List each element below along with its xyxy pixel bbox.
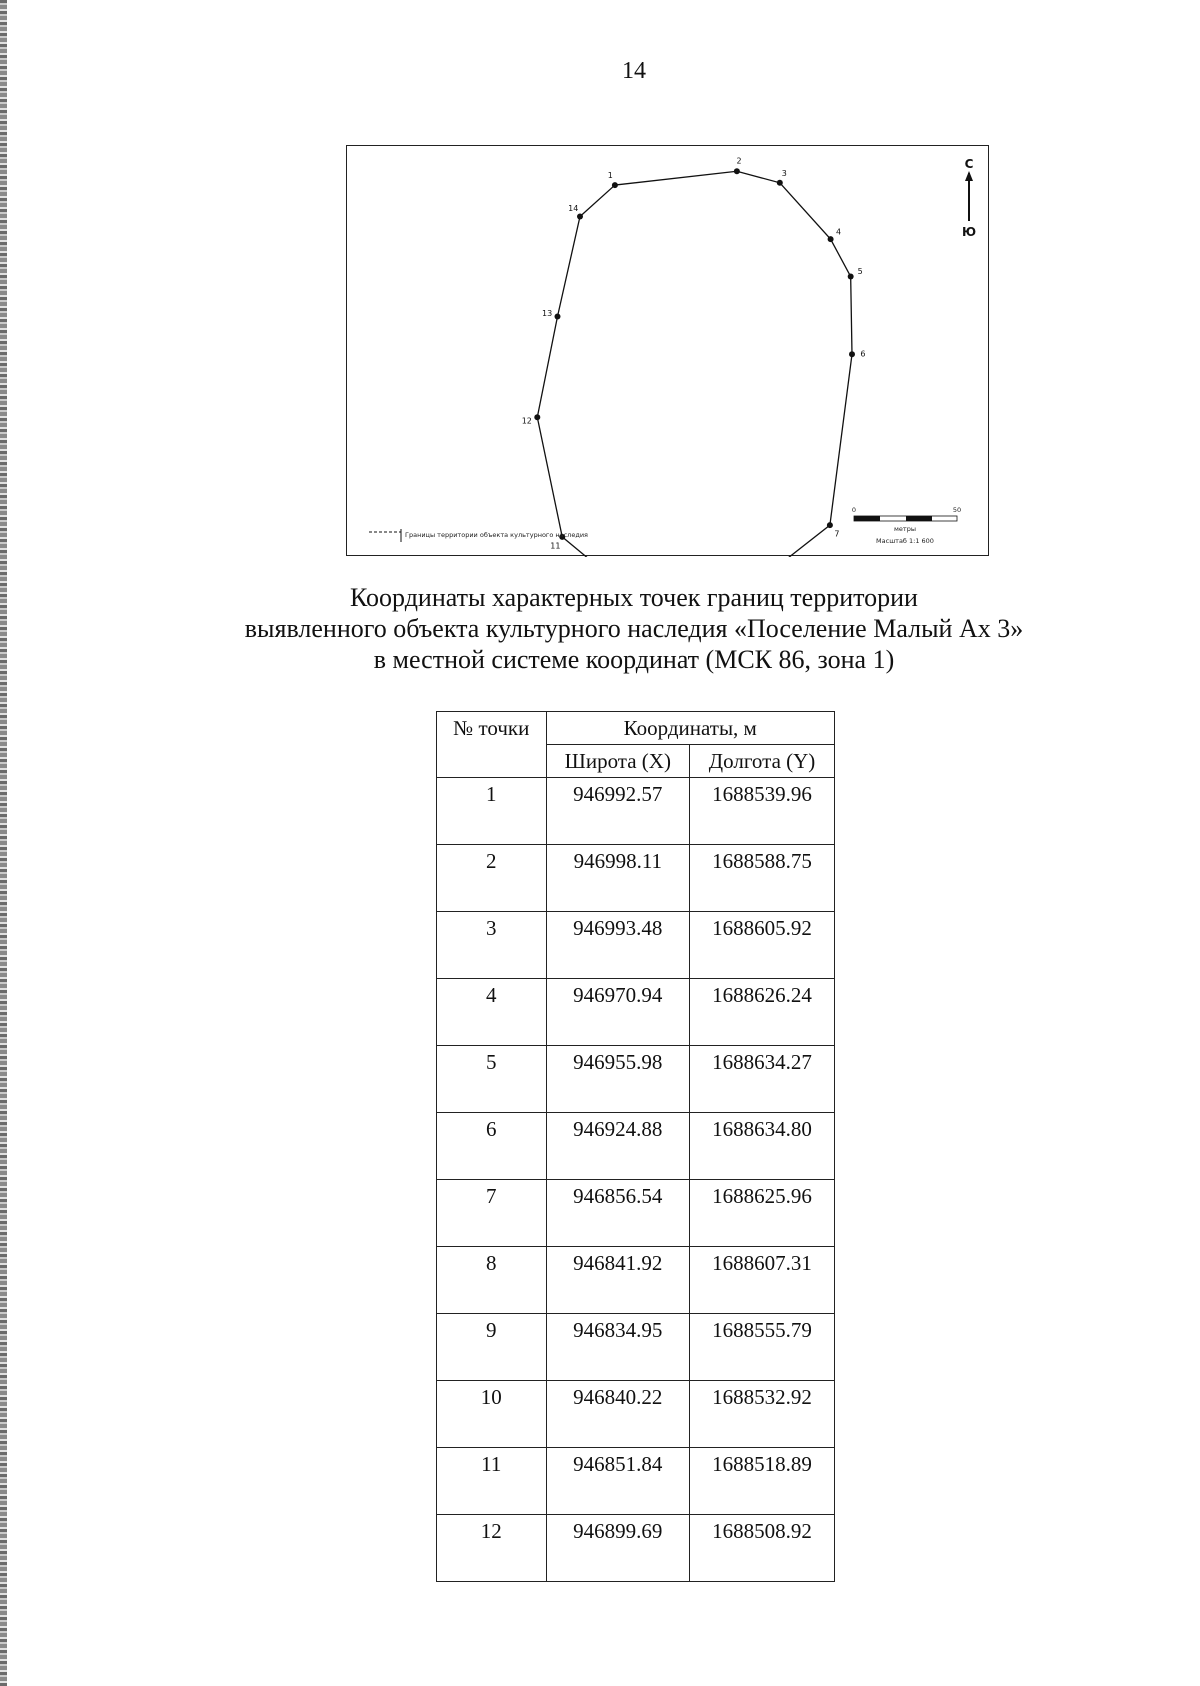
boundary-point (534, 414, 540, 420)
boundary-point (612, 182, 618, 188)
header-latitude: Широта (X) (546, 745, 690, 778)
cell-point: 4 (437, 979, 547, 1046)
point-label: 14 (568, 203, 579, 213)
point-label: 1 (607, 171, 613, 181)
boundary-polygon (537, 168, 852, 557)
cell-y: 1688605.92 (690, 912, 835, 979)
cell-point: 2 (437, 845, 547, 912)
point-label: 4 (836, 227, 842, 237)
cell-point: 3 (437, 912, 547, 979)
cell-x: 946841.92 (546, 1247, 690, 1314)
heading-line-1: Координаты характерных точек границ территории (350, 583, 918, 612)
cell-x: 946851.84 (546, 1448, 690, 1515)
map-canvas (347, 146, 990, 557)
table-row (437, 1381, 835, 1448)
table-row (437, 1180, 835, 1247)
cell-x: 946998.11 (546, 845, 690, 912)
points-layer (522, 156, 866, 557)
cell-x: 946955.98 (546, 1046, 690, 1113)
cell-y: 1688607.31 (690, 1247, 835, 1314)
boundary-point (577, 214, 583, 220)
header-point: № точки (437, 712, 547, 778)
boundary-point (828, 236, 834, 242)
legend-text: Границы территории объекта культурного наследия (405, 531, 588, 539)
scale-start: 0 (851, 506, 857, 514)
table-row (437, 1448, 835, 1515)
table-row (437, 1113, 835, 1180)
point-label: 5 (857, 266, 863, 276)
cell-x: 946970.94 (546, 979, 690, 1046)
cell-y: 1688508.92 (690, 1515, 835, 1582)
scale-text: Масштаб 1:1 600 (876, 537, 934, 545)
table-row (437, 1046, 835, 1113)
scale-end: 50 (952, 506, 962, 514)
cell-y: 1688625.96 (690, 1180, 835, 1247)
cell-point: 12 (437, 1515, 547, 1582)
cell-y: 1688518.89 (690, 1448, 835, 1515)
table-row (437, 1515, 835, 1582)
boundary-point (555, 314, 561, 320)
boundary-point (734, 168, 740, 174)
cell-x: 946992.57 (546, 778, 690, 845)
coordinates-heading (180, 582, 1088, 675)
table-row (437, 778, 835, 845)
cell-x: 946924.88 (546, 1113, 690, 1180)
boundary-point (848, 274, 854, 280)
cell-x: 946899.69 (546, 1515, 690, 1582)
cell-point: 10 (437, 1381, 547, 1448)
point-label: 6 (860, 349, 866, 359)
boundary-point (777, 180, 783, 186)
heading-line-3: в местной системе координат (МСК 86, зона 1) (373, 645, 895, 674)
heading-line-2: выявленного объекта культурного наследия «Поселение Малый Ах 3» (244, 614, 1024, 643)
cell-x: 946834.95 (546, 1314, 690, 1381)
cell-y: 1688555.79 (690, 1314, 835, 1381)
point-label: 11 (550, 541, 561, 551)
cell-x: 946993.48 (546, 912, 690, 979)
cell-point: 9 (437, 1314, 547, 1381)
cell-x: 946856.54 (546, 1180, 690, 1247)
cell-point: 11 (437, 1448, 547, 1515)
cell-y: 1688634.80 (690, 1113, 835, 1180)
page-number: 14 (622, 58, 646, 84)
cell-point: 7 (437, 1180, 547, 1247)
cell-x: 946840.22 (546, 1381, 690, 1448)
cell-y: 1688532.92 (690, 1381, 835, 1448)
header-coordinates: Координаты, м (546, 712, 835, 745)
arrow-head-icon (965, 171, 973, 181)
south-label: Ю (961, 225, 977, 239)
point-label: 13 (542, 308, 553, 318)
point-label: 7 (834, 529, 840, 539)
cell-y: 1688539.96 (690, 778, 835, 845)
scale-unit: метры (894, 525, 916, 533)
north-arrow (962, 157, 976, 239)
map-legend (369, 529, 588, 542)
scan-edge (0, 0, 7, 1686)
point-label: 2 (736, 156, 742, 166)
table-row (437, 845, 835, 912)
cell-y: 1688626.24 (690, 979, 835, 1046)
boundary-map (346, 145, 989, 556)
point-label: 3 (781, 168, 787, 178)
cell-point: 5 (437, 1046, 547, 1113)
header-longitude: Долгота (Y) (690, 745, 835, 778)
point-label: 12 (521, 416, 532, 426)
table-row (437, 912, 835, 979)
cell-point: 1 (437, 778, 547, 845)
cell-y: 1688634.27 (690, 1046, 835, 1113)
cell-y: 1688588.75 (690, 845, 835, 912)
north-label: С (964, 157, 974, 171)
scale-bar (852, 506, 961, 545)
table-row (437, 1247, 835, 1314)
cell-point: 6 (437, 1113, 547, 1180)
boundary-point (827, 522, 833, 528)
table-row (437, 1314, 835, 1381)
coordinates-table (436, 711, 835, 1582)
cell-point: 8 (437, 1247, 547, 1314)
table-row (437, 979, 835, 1046)
boundary-point (849, 351, 855, 357)
